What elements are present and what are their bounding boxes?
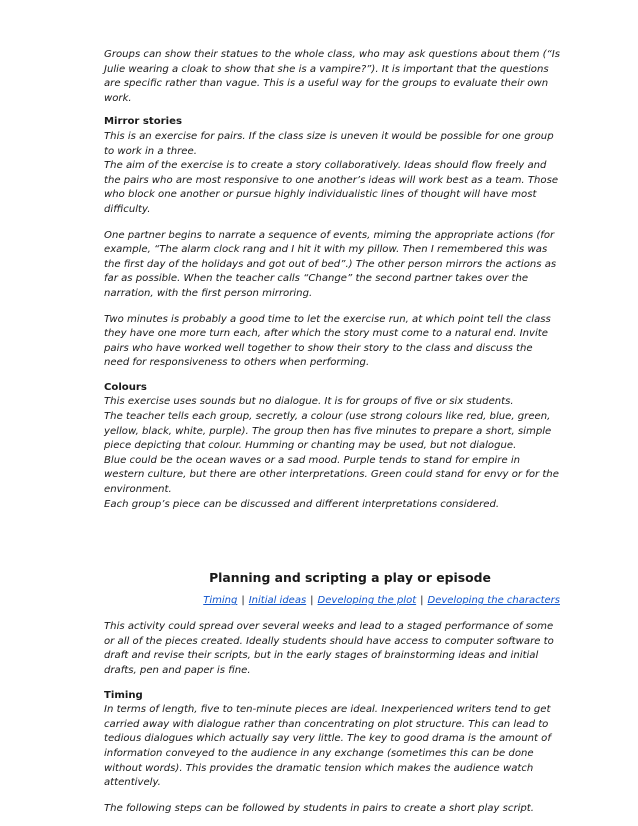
colours-paragraph-2: The teacher tells each group, secretly, a colour (use strong colours like red, blue, green, yellow, black, white, purple). The group then has five minutes to prepare a short, simple piece depicting that colour. Humming or chanting may be used, but not dialogue.: [104, 411, 552, 452]
nav-separator: |: [420, 595, 424, 607]
colours-paragraph-1: This exercise uses sounds but no dialogue. It is for groups of five or six students.: [104, 396, 514, 408]
intro-paragraph: Groups can show their statues to the whole class, who may ask questions about them (“Is Julie wearing a cloak to show that she is a vampire?”). It is important that the questions are specific rather than vague. This is a useful way for the groups to evaluate their own work.: [104, 49, 561, 104]
mirror-paragraph-3: One partner begins to narrate a sequence of events, miming the appropriate actions (for example, “The alarm clock rang and I hit it with my pillow. Then I remembered this was the first day of the holidays and got out of bed”.) The other person mirrors the actions as far as possible. When the teacher calls “Change” the second partner takes over the narration, with the first person mirroring.: [104, 229, 557, 299]
planning-nav-links: [104, 594, 560, 608]
nav-link-timing[interactable]: Timing: [203, 595, 238, 607]
nav-link-developing-plot[interactable]: Developing the plot: [317, 595, 417, 607]
timing-paragraph-1: In terms of length, five to ten-minute pieces are ideal. Inexperienced writers tend to get carried away with dialogue rather than concentrating on plot structure. This can lead to tedious dialogues which actually say very little. The key to good drama is the amount of information conveyed to the audience in any exchange (sometimes this can be done without words). This provides the dramatic tension which makes the audience watch attentively.: [104, 704, 551, 789]
mirror-paragraph-4: Two minutes is probably a good time to let the exercise run, at which point tell the class they have one more turn each, after which the story must come to a natural end. Invite pairs who have worked well together to show their story to the class and discuss the need for responsiveness to others when performing.: [104, 313, 551, 369]
colours-paragraph-3: Blue could be the ocean waves or a sad mood. Purple tends to stand for empire in western culture, but there are other interpretations. Green could stand for envy or for the environment.: [104, 454, 559, 496]
timing-paragraph-2: The following steps can be followed by students in pairs to create a short play script.: [104, 802, 534, 814]
colours-paragraph-4: Each group’s piece can be discussed and different interpretations considered.: [104, 498, 500, 510]
planning-paragraph-1: This activity could spread over several weeks and lead to a staged performance of some or all of the pieces created. Ideally students should have access to computer software to draft and revise their scripts, but in the early stages of brainstorming ideas and initial drafts, pen and paper is fine.: [104, 621, 554, 676]
mirror-paragraph-2: The aim of the exercise is to create a story collaboratively. Ideas should flow freely and the pairs who are most responsive to one another’s ideas will work best as a team. Those who block one another or pursue highly individualistic lines of thought will have most difficulty.: [104, 160, 559, 215]
timing-heading: Timing: [104, 689, 143, 701]
nav-link-developing-characters[interactable]: Developing the characters: [427, 595, 560, 607]
mirror-stories-heading: Mirror stories: [104, 116, 182, 128]
mirror-paragraph-1: This is an exercise for pairs. If the class size is uneven it would be possible for one group to work in a three.: [104, 130, 554, 157]
planning-section-title: Planning and scripting a play or episode: [209, 570, 491, 586]
colours-heading: Colours: [104, 381, 147, 393]
nav-separator: |: [241, 595, 245, 607]
nav-link-initial-ideas[interactable]: Initial ideas: [248, 595, 307, 607]
nav-separator: |: [310, 595, 314, 607]
document-page: [104, 48, 560, 816]
